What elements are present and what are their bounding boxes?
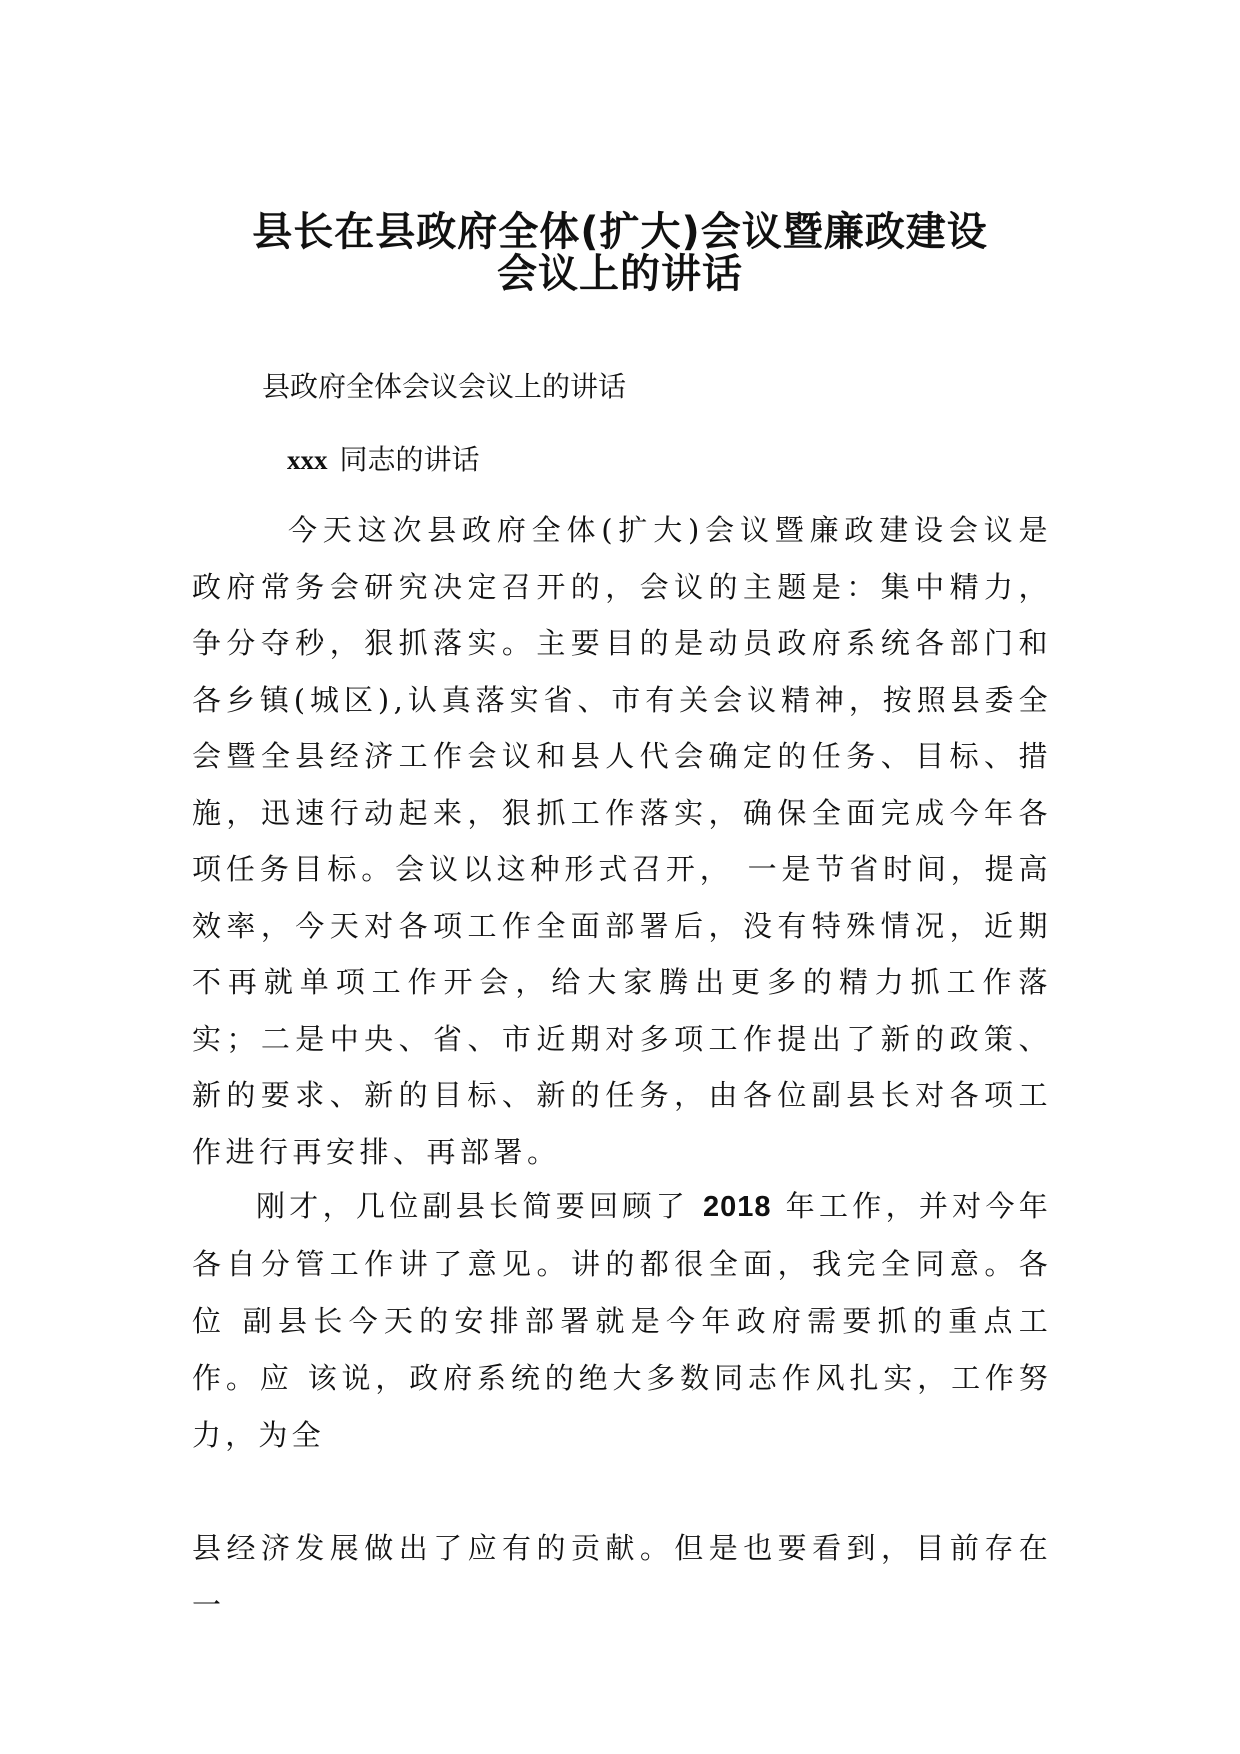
year-value: 2018 xyxy=(703,1191,772,1223)
document-title-line-1: 县长在县政府全体(扩大)会议暨廉政建设 xyxy=(252,209,988,255)
speaker-name: xxx xyxy=(287,445,328,475)
body-paragraph-3: 县经济发展做出了应有的贡献。但是也要看到，目前存在一 xyxy=(192,1531,1052,1622)
paragraph-2-lead: 刚才，几位副县长简要回顾了 xyxy=(256,1189,690,1223)
document-title-line-2: 会议上的讲话 xyxy=(497,251,743,297)
speaker-line xyxy=(287,440,480,480)
body-paragraph-2 xyxy=(192,1178,1052,1464)
speaker-suffix: 同志的讲话 xyxy=(339,443,480,476)
paragraph-2-rest: 年工作，并对今年 各自分管工作讲了意见。讲的都很全面，我完全同意。各位 副县长今天的安排部署就是今年政府需要抓的重点工作。应 该说，政府系统的绝大多数同志作风扎实，工作努力，为全 xyxy=(192,1189,1052,1452)
document-subtitle: 县政府全体会议会议上的讲话 xyxy=(262,370,627,403)
body-paragraph-1: 今天这次县政府全体(扩大)会议暨廉政建设会议是政府常务会研究决定召开的，会议的主题是：集中精力，争分夺秒，狠抓落实。主要目的是动员政府系统各部门和各乡镇(城区),认真落实省、市有关会议精神，按照县委全会暨全县经济工作会议和县人代会确定的任务、目标、措施，迅速行动起来，狠抓工作落实，确保全面完成今年各项任务目标。会议以这种形式召开， 一是节省时间，提高效率，今天对各项工作全面部署后，没有特殊情况，近期不再就单项工作开会，给大家腾出更多的精力抓工作落实；二是中央、省、市近期对多项工作提出了新的政策、新的要求、新的目标、新的任务，由各位副县长对各项工作进行再安排、再部署。 xyxy=(192,513,1052,1169)
